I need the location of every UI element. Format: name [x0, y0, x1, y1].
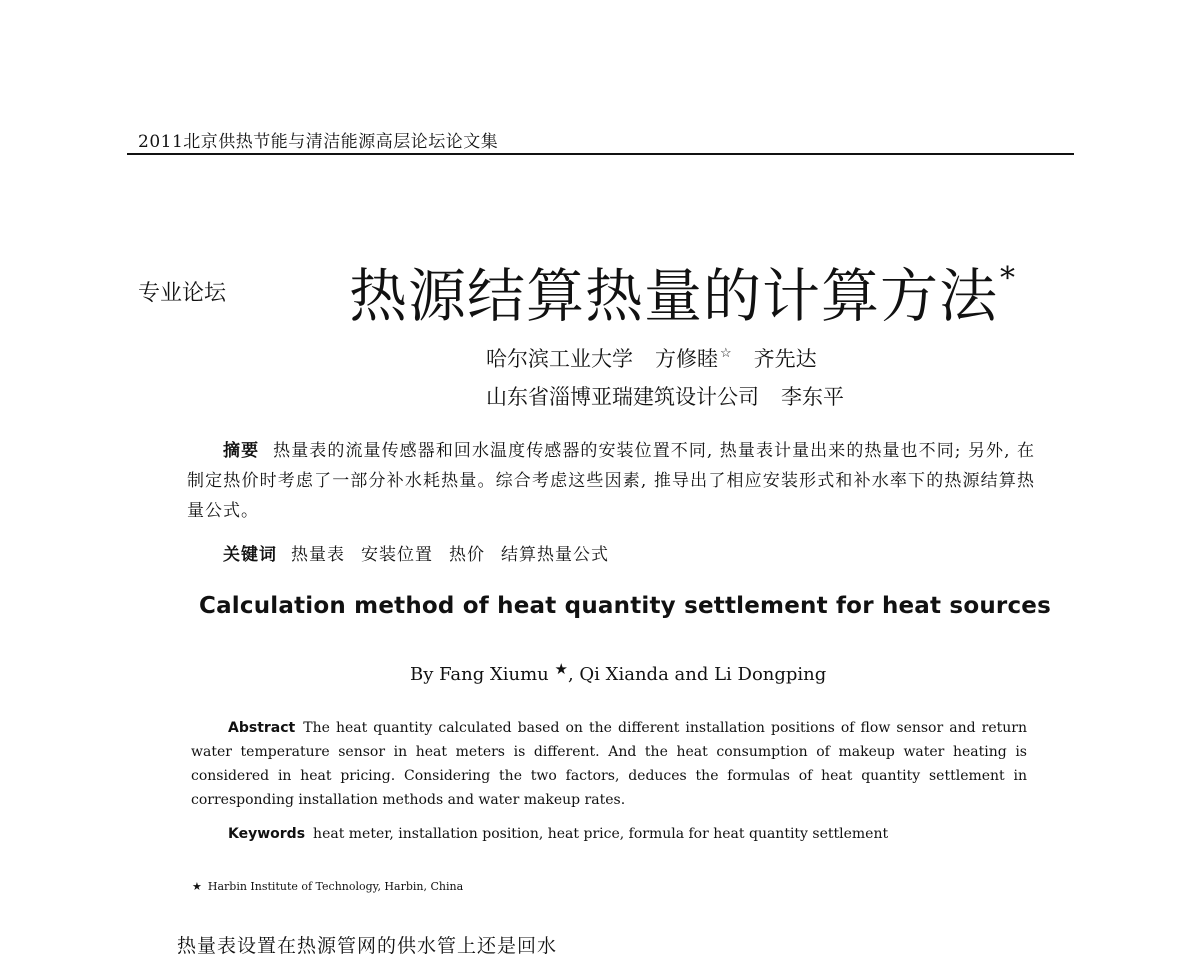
institution-name: 山东省淄博亚瑞建筑设计公司 — [486, 385, 759, 409]
keyword-item: 结算热量公式 — [501, 545, 609, 565]
keywords-en-text: heat meter, installation position, heat price, formula for heat quantity settlement — [313, 826, 889, 842]
footnote — [192, 880, 463, 893]
header-divider — [127, 153, 1074, 155]
author-name: 方修睦 — [655, 347, 718, 371]
abstract-cn — [187, 436, 1035, 526]
keywords-cn — [223, 540, 609, 565]
abstract-en-label: Abstract — [228, 720, 296, 736]
author-name: 李东平 — [781, 385, 844, 409]
abstract-cn-text: 热量表的流量传感器和回水温度传感器的安装位置不同, 热量表计量出来的热量也不同; 另外, 在制定热价时考虑了一部分补水耗热量。综合考虑这些因素, 推导出了相应安装形式和补水率下的热源结算热量公式。 — [187, 441, 1036, 521]
abstract-cn-label: 摘要 — [223, 441, 260, 461]
keyword-item: 热价 — [449, 545, 485, 565]
section-label: 专业论坛 — [138, 281, 227, 306]
authors-en-rest: , Qi Xianda and Li Dongping — [567, 664, 827, 685]
affiliation-line — [486, 381, 844, 411]
title-en: Calculation method of heat quantity settlement for heat sources — [199, 593, 1051, 619]
footnote-text: Harbin Institute of Technology, Harbin, China — [207, 880, 464, 893]
title-footnote-mark: * — [1000, 261, 1017, 296]
authors-en-first: By Fang Xiumu — [410, 664, 549, 685]
authors-en — [410, 660, 826, 685]
abstract-en — [191, 716, 1027, 812]
running-header: 2011北京供热节能与清洁能源高层论坛论文集 — [138, 132, 499, 152]
affiliation-line — [486, 343, 817, 373]
star-icon: ★ — [554, 660, 568, 678]
author-name: 齐先达 — [753, 347, 817, 371]
author-footnote-mark: ☆ — [720, 346, 732, 361]
title-text: 热源结算热量的计算方法 — [349, 262, 999, 330]
keyword-item: 热量表 — [291, 545, 345, 565]
institution-name: 哈尔滨工业大学 — [486, 347, 633, 371]
star-icon: ★ — [192, 880, 202, 893]
keywords-cn-label: 关键词 — [223, 545, 277, 565]
keywords-en-label: Keywords — [228, 826, 306, 842]
keyword-item: 安装位置 — [361, 545, 433, 565]
abstract-en-text: The heat quantity calculated based on the different installation positions of flow sensor and return water temperature sensor in heat meters is different. And the heat consumption of makeup water heating is considered in heat pricing. Considering the two factors, deduces the formulas of heat quantity settlement in corresponding installation methods and water makeup rates. — [191, 720, 1027, 808]
section-heading: 热量表设置在热源管网的供水管上还是回水 — [177, 935, 558, 957]
page-title — [349, 249, 1016, 333]
keywords-en — [228, 826, 888, 842]
